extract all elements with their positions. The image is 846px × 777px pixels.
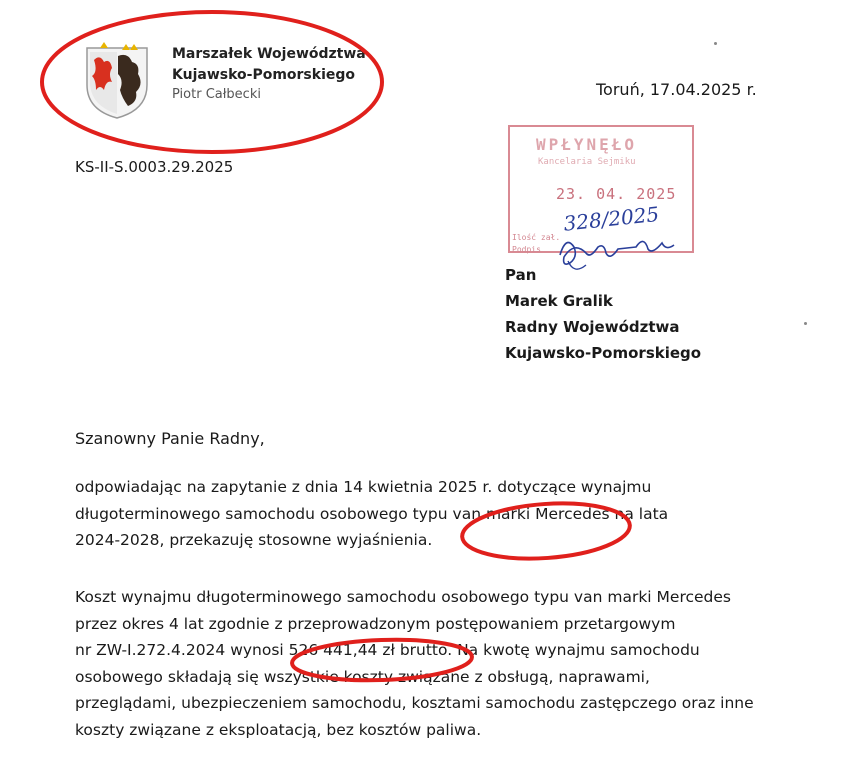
- paragraph-2-line-6: koszty związane z eksploatacją, bez kosztów paliwa.: [75, 720, 482, 739]
- paragraph-2-line-4: osobowego składają się wszystkie koszty związane z obsługą, naprawami,: [75, 667, 650, 686]
- stamp-attachments-label: Ilość zał.: [512, 233, 561, 242]
- paragraph-1-line-3: 2024-2028, przekazuję stosowne wyjaśnienia.: [75, 531, 433, 549]
- paragraph-2-line-2: przez okres 4 lat zgodnie z przeprowadzonym postępowaniem przetargowym: [75, 614, 676, 633]
- paragraph-2-line-3-start: nr ZW-I.272.4.2024 wynosi: [75, 641, 289, 659]
- stamp-title: WPŁYNĘŁO: [536, 135, 638, 154]
- coat-of-arms-logo: [82, 40, 152, 120]
- office-title: [172, 44, 366, 86]
- paragraph-1-line-2: [75, 501, 795, 528]
- office-person: Piotr Całbecki: [172, 87, 261, 102]
- paragraph-1-line-1: odpowiadając na zapytanie z dnia 14 kwietnia 2025 r. dotyczące wynajmu: [75, 478, 652, 496]
- paragraph-2-line-1: Koszt wynajmu długoterminowego samochodu osobowego typu van marki Mercedes: [75, 588, 731, 606]
- paragraph-2-line-5: przeglądami, ubezpieczeniem samochodu, kosztami samochodu zastępczego oraz inne: [75, 694, 754, 712]
- greeting: Szanowny Panie Radny,: [75, 429, 265, 448]
- stamp-signature-label: Podpis: [512, 245, 541, 254]
- scan-speck: [714, 42, 717, 45]
- paragraph-2-line-3: [75, 637, 795, 664]
- paragraph-1: [75, 474, 795, 554]
- recipient-salutation: Pan: [505, 266, 537, 284]
- scan-speck: [804, 322, 807, 325]
- office-line-1: Marszałek Województwa: [172, 46, 366, 62]
- place-date: Toruń, 17.04.2025 r.: [596, 80, 757, 99]
- recipient-region: Kujawsko-Pomorskiego: [505, 344, 702, 362]
- paragraph-1-line-2-start: długoterminowego samochodu osobowego typu: [75, 504, 453, 523]
- handwritten-number: 328/2025: [562, 201, 661, 236]
- office-line-2: Kujawsko-Pomorskiego: [172, 67, 356, 83]
- paragraph-2-line-3-end: . Na kwotę wynajmu samochodu: [447, 641, 700, 659]
- paragraph-1-line-2-end: na lata: [609, 504, 669, 523]
- stamp-date: 23. 04. 2025: [556, 185, 677, 203]
- recipient-title: Radny Województwa: [505, 318, 680, 336]
- stamp-subtitle: Kancelaria Sejmiku: [538, 157, 636, 167]
- cost-amount-highlight: 526 441,44 zł brutto: [288, 641, 448, 659]
- recipient-name: Marek Gralik: [505, 292, 613, 310]
- paragraph-2: [75, 584, 795, 743]
- reference-number: KS-II-S.0003.29.2025: [75, 158, 234, 176]
- vehicle-model-highlight: van marki Mercedes: [452, 504, 610, 523]
- recipient-block: [505, 262, 701, 366]
